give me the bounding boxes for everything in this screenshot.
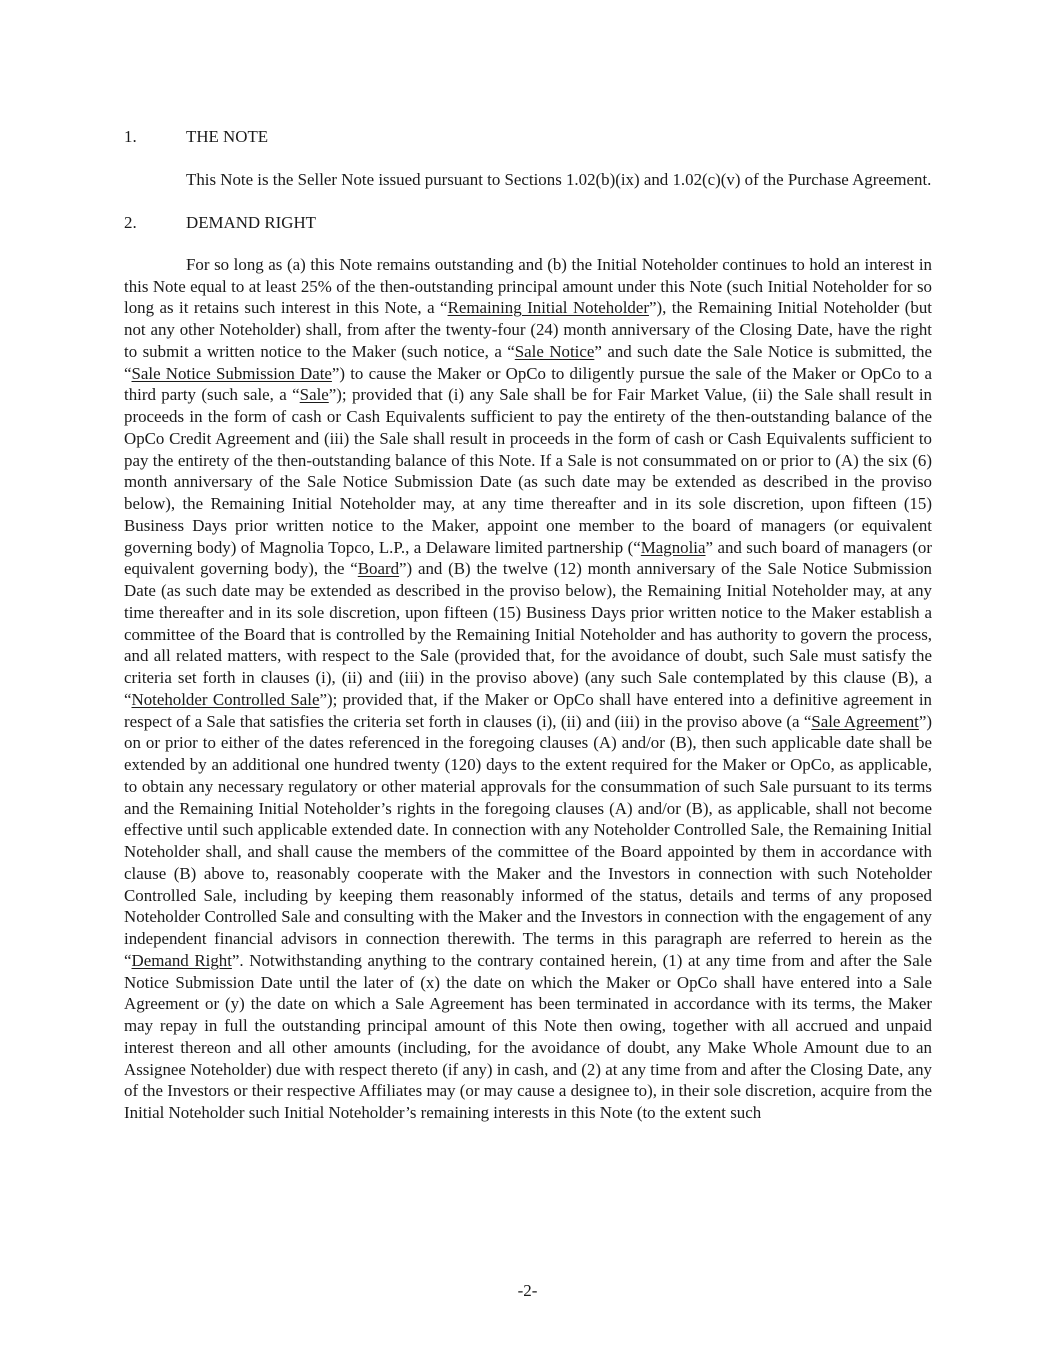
text-run: ”); provided that (i) any Sale shall be for Fair Market Value, (ii) the Sale shall result in proceeds in the form of cash or Cash Equivalents sufficient to pay the entirety of the then-outstanding balance of the OpCo Credit Agreement and (iii) the Sale shall result in proceeds in the form of cash or Cash Equivalents sufficient to pay the entirety of the then-outstanding balance of this Note. If a Sale is not consummated on or prior to (A) the six (6) month anniversary of the Sale Notice Submission Date (as such date may be extended as described in the proviso below), the Remaining Initial Noteholder may, at any time thereafter and in its sole discretion, upon fifteen (15) Business Days prior written notice to the Maker, appoint one member to the board of managers (or equivalent governing body) of Magnolia Topco, L.P., a Delaware limited partnership (“ — [124, 385, 932, 557]
section-title: THE NOTE — [186, 127, 269, 146]
text-run: ” and such board of managers (or equivalent governing body), the “ — [124, 537, 932, 579]
section-title: DEMAND RIGHT — [186, 212, 316, 232]
defined-term: Sale Notice — [514, 341, 595, 361]
text-run: ”), the Remaining Initial Noteholder (but not any other Noteholder) shall, from after the twenty-four (24) month anniversary of the Closing Date, have the right to submit a written notice to the Maker (such notice, a “ — [124, 298, 932, 361]
section-number: 2. — [124, 212, 137, 232]
text-run: ”) on or prior to either of the dates referenced in the foregoing clauses (A) and/or (B), then such applicable date shall be extended by an additional one hundred twenty (120) days to the extent required for the Maker or OpCo, as applicable, to obtain any necessary regulatory or other material approvals for the consummation of such Sale pursuant to its terms and the Remaining Initial Noteholder’s rights in the foregoing clauses (A) and/or (B), as applicable, shall not become effective until such applicable extended date. In connection with any Noteholder Controlled Sale, the Remaining Initial Noteholder shall, and shall cause the members of the committee of the Board appointed by them in accordance with clause (B) above to, reasonably cooperate with the Maker and the Investors in connection with such Noteholder Controlled Sale, including by keeping them reasonably informed of the status, details and terms of any proposed Noteholder Controlled Sale and consulting with the Maker and the Investors in connection with the engagement of any independent financial advisors in connection therewith. The terms in this paragraph are referred to herein as the “ — [124, 711, 932, 970]
section-heading-2 — [124, 212, 932, 234]
defined-term: Board — [357, 559, 400, 579]
text-run: ”) to cause the Maker or OpCo to diligently pursue the sale of the Maker or OpCo to a third party (such sale, a “ — [124, 363, 932, 405]
text-run: ”); provided that, if the Maker or OpCo shall have entered into a definitive agreement in respect of a Sale that satisfies the criteria set forth in clauses (i), (ii) and (iii) in the proviso above (a “ — [124, 689, 932, 731]
section-number: 1. — [124, 127, 137, 146]
section-2-paragraph — [124, 254, 932, 1124]
defined-term: Sale — [299, 385, 329, 405]
text-run: ”) and (B) the twelve (12) month anniversary of the Sale Notice Submission Date (as such date may be extended as described in the proviso below), the Remaining Initial Noteholder may, at any time thereafter and in its sole discretion, upon fifteen (15) Business Days prior written notice to the Maker establish a committee of the Board that is controlled by the Remaining Initial Noteholder and has authority to govern the process, and all related matters, with respect to the Sale (provided that, for the avoidance of doubt, such Sale must satisfy the criteria set forth in clauses (i), (ii) and (iii) in the proviso above) (any such Sale contemplated by this clause (B), a “ — [124, 559, 932, 709]
defined-term: Sale Agreement — [811, 711, 919, 731]
page-number: -2- — [517, 1281, 538, 1300]
text-run: ” and such date the Sale Notice is submitted, the “ — [124, 341, 933, 383]
section-heading-1 — [124, 126, 932, 148]
defined-term: Sale Notice Submission Date — [131, 363, 332, 383]
text-run: ”. Notwithstanding anything to the contrary contained herein, (1) at any time from and after the Sale Notice Submission Date until the later of (x) the date on which the Maker or OpCo shall have entered into a Sale Agreement or (y) the date on which a Sale Agreement has been terminated in accordance with its terms, the Maker may repay in full the outstanding principal amount of this Note then owing, together with all accrued and unpaid interest thereon and all other amounts (including, for the avoidance of doubt, any Make Whole Amount due to an Assignee Noteholder) due with respect thereto (if any) in cash, and (2) at any time from and after the Closing Date, any of the Investors or their respective Affiliates may (or may cause a designee to), in their sole discretion, acquire from the Initial Noteholder such Initial Noteholder’s remaining interests in this Note (to the extent such — [124, 950, 932, 1122]
defined-term: Demand Right — [131, 950, 232, 970]
defined-term: Remaining Initial Noteholder — [447, 298, 649, 318]
section-1-paragraph: This Note is the Seller Note issued pursuant to Sections 1.02(b)(ix) and 1.02(c)(v) of the Purchase Agreement. — [186, 170, 932, 189]
defined-term: Noteholder Controlled Sale — [131, 689, 320, 709]
defined-term: Magnolia — [640, 537, 706, 557]
text-run: For so long as (a) this Note remains outstanding and (b) the Initial Noteholder continues to hold an interest in this Note equal to at least 25% of the then-outstanding principal amount under this Note (such Initial Noteholder for so long as it retains such interest in this Note, a “ — [124, 254, 932, 318]
document-body — [124, 126, 932, 1124]
